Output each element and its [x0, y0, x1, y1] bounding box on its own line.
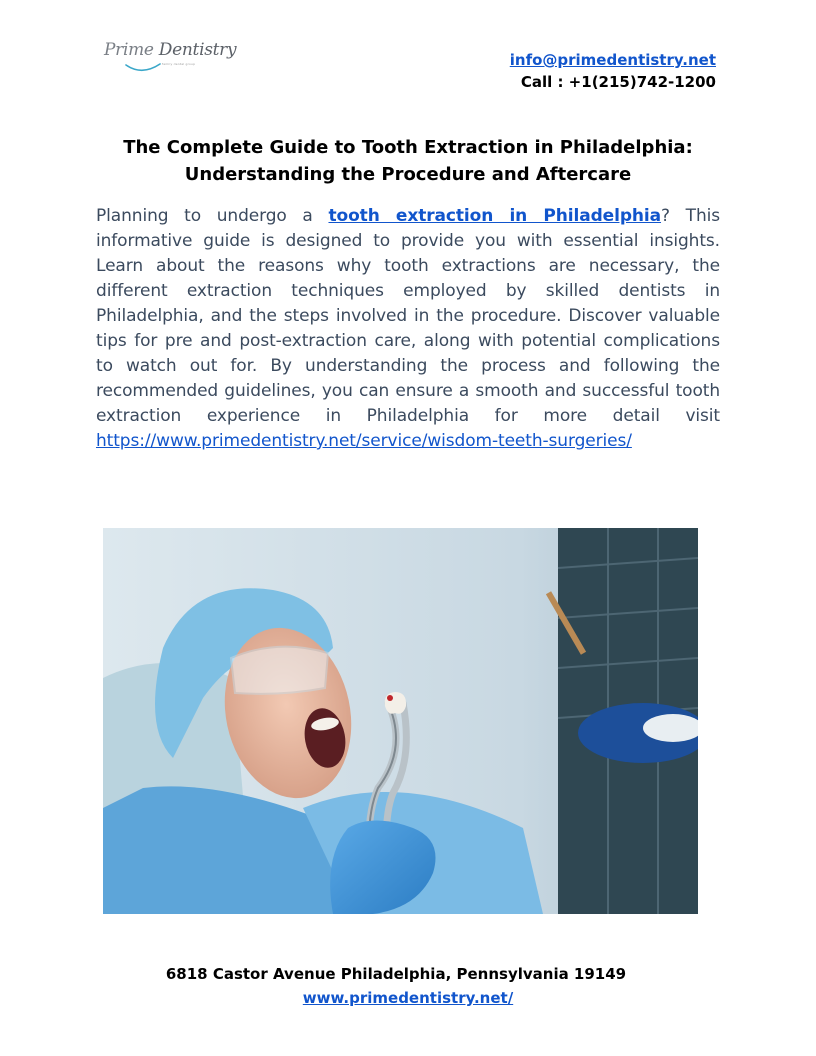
- wisdom-teeth-url-link[interactable]: https://www.primedentistry.net/service/wisdom-teeth-surgeries/: [96, 431, 632, 451]
- footer-address: 6818 Castor Avenue Philadelphia, Pennsylvania 19149: [165, 965, 627, 983]
- website-link[interactable]: www.primedentistry.net/: [302, 989, 514, 1007]
- phone-number: Call : +1(215)742-1200: [520, 73, 716, 91]
- tooth-extraction-link[interactable]: tooth extraction in Philadelphia: [328, 206, 662, 226]
- title-line-1: The Complete Guide to Tooth Extraction in Philadelphia:: [123, 137, 693, 158]
- logo-tagline: family dental group: [162, 62, 196, 66]
- logo-swoosh-icon: [124, 62, 164, 74]
- photo-illustration: [103, 528, 698, 914]
- title-line-2: Understanding the Procedure and Aftercare: [184, 164, 632, 185]
- footer: [0, 962, 816, 1010]
- tooth-extraction-photo: [103, 528, 698, 914]
- contact-block: [510, 49, 716, 93]
- email-link[interactable]: info@primedentistry.net: [509, 51, 716, 69]
- intro-paragraph: Planning to undergo a tooth extraction in Philadelphia? This informative guide is designed to provide you with essential insights. Learn about the reasons why tooth extractions are necessary, the different extraction techniques employed by skilled dentists in Philadelphia, and the steps involved in the procedure. Discover valuable tips for pre and post-extraction care, along with potential complications to watch out for. By understanding the process and following the recommended guidelines, you can ensure a smooth and successful tooth extraction experience in Philadelphia for more detail visit https://www.primedentistry.net/service/wisdom-teeth-surgeries/: [96, 206, 720, 451]
- page-title: [96, 134, 720, 188]
- logo-text: Prime Dentistry: [104, 40, 237, 60]
- logo: [104, 40, 237, 78]
